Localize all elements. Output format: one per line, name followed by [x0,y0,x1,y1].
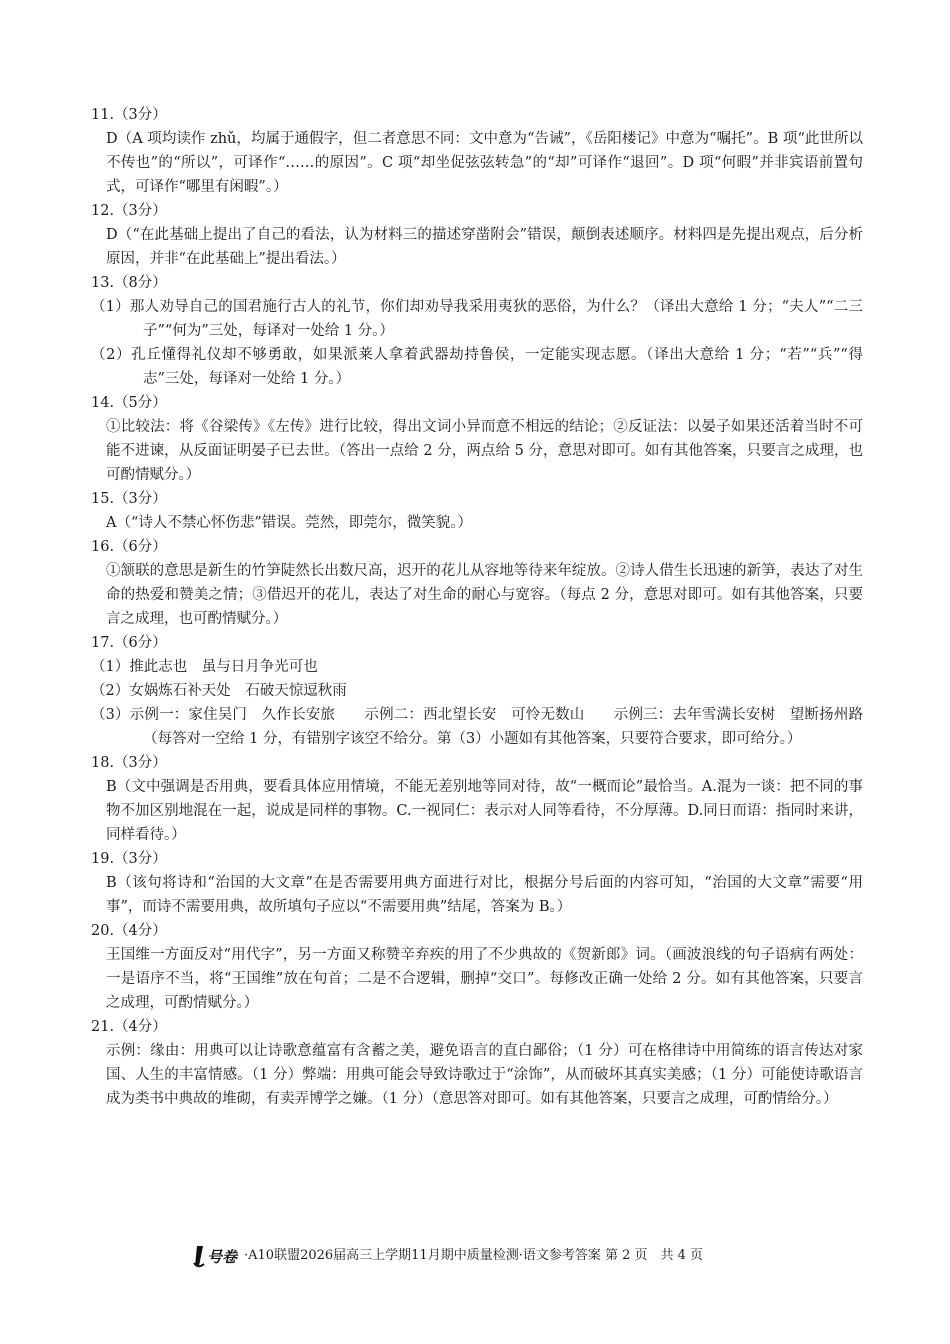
question-13 [91,271,863,391]
question-12 [91,199,863,271]
page-footer [190,1243,770,1269]
question-19 [91,847,863,919]
sub-answer: （2）女娲炼石补天处 石破天惊逗秋雨 [91,683,347,699]
logo-text: 号卷 [207,1248,238,1266]
question-18 [91,751,863,847]
answer-text: D（A 项均读作 zhǔ，均属于通假字，但二者意思不同：文中意为“告诫”，《岳阳楼记》中意为“嘱托”。B 项“此世所以不传也”的“所以”，可译作“……的原因”。C 项“却坐促弦弦转急”的“却”可译作“退回”。D 项“何暇”并非宾语前置句式，可译作“哪里有闲暇”。） [106,131,863,195]
answer-text: 王国维一方面反对“用代字”，另一方面又称赞辛弃疾的用了不少典故的《贺新郎》词。（画波浪线的句子语病有两处：一是语序不当，将“王国维”放在句首；二是不合逻辑，删掉“交口”。每修改正确一处给 2 分。如有其他答案，只要言之成理，可酌情赋分。） [106,947,863,1011]
question-heading: 13.（8分） [91,275,167,291]
question-heading: 11.（3分） [91,107,167,123]
question-11 [91,103,863,199]
footer-text: ·A10联盟2026届高三上学期11月期中质量检测·语文参考答案 第 2 页 共 4 页 [244,1248,704,1263]
sub-answer: （3）示例一：家住吴门 久作长安旅 示例二：西北望长安 可怜无数山 示例三：去年雪满长安树 望断扬州路（每答对一空给 1 分，有错别字该空不给分。第（3）小题如有其他答案，只要符合要求，即可给分。） [91,707,863,747]
answer-text: ①比较法：将《谷梁传》《左传》进行比较，得出文词小异而意不相远的结论；②反证法：以晏子如果还活着当时不可能不进谏，从反面证明晏子已去世。（答出一点给 2 分，两点给 5 分，意思对即可。如有其他答案，只要言之成理，也可酌情赋分。） [106,419,863,483]
question-14 [91,391,863,487]
question-16 [91,535,863,631]
answer-text: ①颔联的意思是新生的竹笋陡然长出数尺高，迟开的花儿从容地等待来年绽放。②诗人借生长迅速的新笋，表达了对生命的热爱和赞美之情；③借迟开的花儿，表达了对生命的耐心与宽容。（每点 2 分，意思对即可。如有其他答案，只要言之成理，也可酌情赋分。） [106,563,863,627]
question-heading: 14.（5分） [91,395,167,411]
question-heading: 17.（6分） [91,635,167,651]
question-heading: 19.（3分） [91,851,167,867]
answer-text: B（该句将诗和“治国的大文章”在是否需要用典方面进行对比，根据分号后面的内容可知，“治国的大文章”需要“用事”，而诗不需要用典，故所填句子应以“不需要用典”结尾，答案为 B。） [106,875,863,915]
answer-text: A（“诗人不禁心怀伤悲”错误。莞然，即莞尔，微笑貌。） [106,515,473,531]
question-heading: 12.（3分） [91,203,167,219]
brand-logo [190,1243,242,1269]
question-15 [91,487,863,535]
question-heading: 16.（6分） [91,539,167,555]
question-heading: 15.（3分） [91,491,167,507]
question-heading: 21.（4分） [91,1019,167,1035]
question-20 [91,919,863,1015]
question-21 [91,1015,863,1111]
sub-answer: （2）孔丘懂得礼仪却不够勇敢，如果派莱人拿着武器劫持鲁侯，一定能实现志愿。（译出大意给 1 分；“若”“兵”“得志”三处，每译对一处给 1 分。） [91,347,863,387]
answer-text: B（文中强调是否用典，要看具体应用情境，不能无差别地等同对待，故“一概而论”最恰当。A.混为一谈：把不同的事物不加区别地混在一起，说成是同样的事物。C.一视同仁：表示对人同等看待，不分厚薄。D.同日而语：指同时来讲，同样看待。） [106,779,863,843]
answer-key [91,103,863,1111]
question-heading: 20.（4分） [91,923,167,939]
answer-text: 示例：缘由：用典可以让诗歌意蕴富有含蓄之美，避免语言的直白鄙俗；（1 分）可在格律诗中用简练的语言传达对家国、人生的丰富情感。（1 分）弊端：用典可能会导致诗歌过于“涂饰”，从而破坏其真实美感；（1 分）可能使诗歌语言成为类书中典故的堆砌，有卖弄博学之嫌。（1 分）（意思答对即可。如有其他答案，只要言之成理，可酌情给分。） [106,1043,863,1107]
sub-answer: （1）推此志也 虽与日月争光可也 [91,659,318,675]
answer-text: D（“在此基础上提出了自己的看法，认为材料三的描述穿凿附会”错误，颠倒表述顺序。材料四是先提出观点，后分析原因，并非“在此基础上”提出看法。） [106,227,863,267]
question-heading: 18.（3分） [91,755,167,771]
question-17 [91,631,863,751]
sub-answer: （1）那人劝导自己的国君施行古人的礼节，你们却劝导我采用夷狄的恶俗，为什么？（译出大意给 1 分；“夫人”“二三子”“何为”三处，每译对一处给 1 分。） [91,299,863,339]
